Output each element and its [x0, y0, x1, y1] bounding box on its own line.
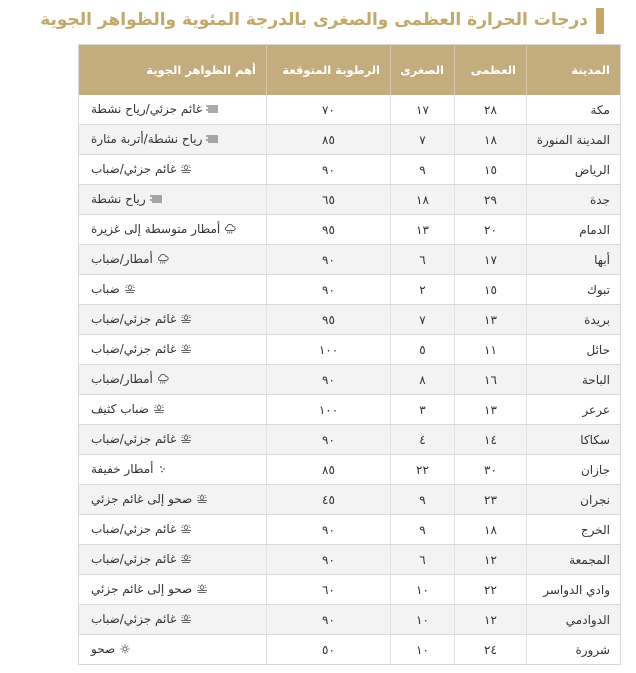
max-temp-cell: ١٦	[455, 365, 527, 395]
humidity-cell: ٩٠	[267, 515, 391, 545]
fog-sun-icon	[123, 284, 137, 294]
phenomena-cell	[79, 215, 267, 245]
wind-icon	[205, 104, 219, 114]
humidity-cell: ٦٥	[267, 185, 391, 215]
fog-sun-icon	[179, 434, 193, 444]
fog-sun-icon	[179, 344, 193, 354]
min-temp-cell: ٢٢	[391, 455, 455, 485]
fog-sun-icon	[179, 164, 193, 174]
phenomena-cell	[79, 575, 267, 605]
phenomena-text: غائم جزئي/ضباب	[91, 522, 177, 536]
min-temp-cell: ١٠	[391, 575, 455, 605]
table-row	[79, 125, 621, 155]
table-row	[79, 575, 621, 605]
fog-sun-icon	[195, 494, 209, 504]
city-cell: المجمعة	[527, 545, 621, 575]
phenomena-cell	[79, 125, 267, 155]
header-humidity: الرطوبة المتوقعة	[267, 45, 391, 96]
city-cell: الدوادمي	[527, 605, 621, 635]
table-row	[79, 305, 621, 335]
phenomena-text: غائم جزئي/ضباب	[91, 342, 177, 356]
city-cell: الرياض	[527, 155, 621, 185]
table-row	[79, 605, 621, 635]
phenomena-text: غائم جزئي/ضباب	[91, 162, 177, 176]
page-header	[24, 8, 604, 34]
phenomena-text: أمطار/ضباب	[91, 252, 153, 266]
max-temp-cell: ١٢	[455, 605, 527, 635]
phenomena-text: صحو	[91, 642, 116, 656]
city-cell: الباحة	[527, 365, 621, 395]
phenomena-cell	[79, 275, 267, 305]
humidity-cell: ٩٥	[267, 215, 391, 245]
city-cell: عرعر	[527, 395, 621, 425]
humidity-cell: ٤٥	[267, 485, 391, 515]
max-temp-cell: ١٥	[455, 155, 527, 185]
fog-sun-icon	[179, 314, 193, 324]
humidity-cell: ٩٠	[267, 425, 391, 455]
city-cell: وادي الدواسر	[527, 575, 621, 605]
max-temp-cell: ٢٢	[455, 575, 527, 605]
phenomena-cell	[79, 485, 267, 515]
humidity-cell: ٩٥	[267, 305, 391, 335]
max-temp-cell: ١٨	[455, 515, 527, 545]
phenomena-cell	[79, 455, 267, 485]
city-cell: تبوك	[527, 275, 621, 305]
min-temp-cell: ١٧	[391, 95, 455, 125]
table-row	[79, 455, 621, 485]
table-row	[79, 185, 621, 215]
humidity-cell: ٧٠	[267, 95, 391, 125]
fog-sun-icon	[179, 614, 193, 624]
city-cell: جدة	[527, 185, 621, 215]
min-temp-cell: ٨	[391, 365, 455, 395]
header-phenomena: أهم الظواهر الجوية	[79, 45, 267, 96]
phenomena-cell	[79, 365, 267, 395]
city-cell: الدمام	[527, 215, 621, 245]
phenomena-text: ضباب	[91, 282, 120, 296]
table-row	[79, 155, 621, 185]
title-accent-bar	[596, 8, 604, 34]
humidity-cell: ٩٠	[267, 155, 391, 185]
city-cell: شرورة	[527, 635, 621, 665]
city-cell: حائل	[527, 335, 621, 365]
phenomena-text: أمطار خفيفة	[91, 462, 154, 476]
wind-icon	[205, 134, 219, 144]
phenomena-cell	[79, 335, 267, 365]
max-temp-cell: ١١	[455, 335, 527, 365]
phenomena-cell	[79, 305, 267, 335]
table-row	[79, 515, 621, 545]
table-row	[79, 545, 621, 575]
min-temp-cell: ٦	[391, 245, 455, 275]
rain-cloud-icon	[223, 224, 237, 234]
city-cell: سكاكا	[527, 425, 621, 455]
city-cell: نجران	[527, 485, 621, 515]
humidity-cell: ٥٠	[267, 635, 391, 665]
humidity-cell: ٩٠	[267, 365, 391, 395]
table-body	[79, 95, 621, 665]
phenomena-cell	[79, 155, 267, 185]
fog-sun-icon	[195, 584, 209, 594]
humidity-cell: ٩٠	[267, 545, 391, 575]
phenomena-text: غائم جزئي/رياح نشطة	[91, 102, 203, 116]
max-temp-cell: ١٥	[455, 275, 527, 305]
city-cell: المدينة المنورة	[527, 125, 621, 155]
max-temp-cell: ٢٠	[455, 215, 527, 245]
max-temp-cell: ١٣	[455, 395, 527, 425]
table-row	[79, 365, 621, 395]
city-cell: الخرج	[527, 515, 621, 545]
wind-icon	[149, 194, 163, 204]
min-temp-cell: ٩	[391, 515, 455, 545]
sun-icon	[118, 644, 132, 654]
table-row	[79, 245, 621, 275]
table-row	[79, 335, 621, 365]
table-header-row	[79, 45, 621, 96]
page-title: درجات الحرارة العظمى والصغرى بالدرجة المئوية والظواهر الجوية	[40, 10, 588, 30]
phenomena-text: أمطار متوسطة إلى غزيرة	[91, 222, 221, 236]
phenomena-cell	[79, 185, 267, 215]
rain-cloud-icon	[156, 254, 170, 264]
humidity-cell: ١٠٠	[267, 395, 391, 425]
phenomena-cell	[79, 545, 267, 575]
city-cell: مكة	[527, 95, 621, 125]
min-temp-cell: ٧	[391, 125, 455, 155]
humidity-cell: ٩٠	[267, 605, 391, 635]
phenomena-text: رياح نشطة	[91, 192, 146, 206]
min-temp-cell: ١٨	[391, 185, 455, 215]
table-row	[79, 635, 621, 665]
table-row	[79, 425, 621, 455]
city-cell: بريدة	[527, 305, 621, 335]
min-temp-cell: ١٠	[391, 635, 455, 665]
min-temp-cell: ٥	[391, 335, 455, 365]
city-cell: جازان	[527, 455, 621, 485]
header-min: الصغرى	[391, 45, 455, 96]
humidity-cell: ٨٥	[267, 125, 391, 155]
phenomena-cell	[79, 395, 267, 425]
phenomena-text: غائم جزئي/ضباب	[91, 612, 177, 626]
min-temp-cell: ٤	[391, 425, 455, 455]
phenomena-text: رياح نشطة/أتربة مثارة	[91, 132, 203, 146]
min-temp-cell: ١٠	[391, 605, 455, 635]
fog-sun-icon	[152, 404, 166, 414]
phenomena-text: أمطار/ضباب	[91, 372, 153, 386]
phenomena-cell	[79, 95, 267, 125]
phenomena-text: غائم جزئي/ضباب	[91, 552, 177, 566]
table-row	[79, 485, 621, 515]
header-city: المدينة	[527, 45, 621, 96]
min-temp-cell: ٧	[391, 305, 455, 335]
table-row	[79, 95, 621, 125]
max-temp-cell: ١٢	[455, 545, 527, 575]
header-max: العظمى	[455, 45, 527, 96]
max-temp-cell: ٢٩	[455, 185, 527, 215]
max-temp-cell: ١٣	[455, 305, 527, 335]
min-temp-cell: ٣	[391, 395, 455, 425]
fog-sun-icon	[179, 554, 193, 564]
max-temp-cell: ٣٠	[455, 455, 527, 485]
rain-cloud-icon	[156, 374, 170, 384]
table-row	[79, 215, 621, 245]
phenomena-cell	[79, 635, 267, 665]
min-temp-cell: ٢	[391, 275, 455, 305]
light-rain-icon	[156, 464, 170, 474]
min-temp-cell: ٩	[391, 155, 455, 185]
max-temp-cell: ١٧	[455, 245, 527, 275]
table-row	[79, 275, 621, 305]
city-cell: أبها	[527, 245, 621, 275]
phenomena-cell	[79, 245, 267, 275]
phenomena-text: غائم جزئي/ضباب	[91, 432, 177, 446]
min-temp-cell: ١٣	[391, 215, 455, 245]
humidity-cell: ١٠٠	[267, 335, 391, 365]
phenomena-cell	[79, 515, 267, 545]
max-temp-cell: ١٨	[455, 125, 527, 155]
weather-table	[78, 44, 621, 665]
max-temp-cell: ٢٤	[455, 635, 527, 665]
phenomena-text: صحو إلى غائم جزئي	[91, 582, 193, 596]
humidity-cell: ٨٥	[267, 455, 391, 485]
max-temp-cell: ٢٣	[455, 485, 527, 515]
humidity-cell: ٦٠	[267, 575, 391, 605]
phenomena-text: غائم جزئي/ضباب	[91, 312, 177, 326]
fog-sun-icon	[179, 524, 193, 534]
phenomena-text: صحو إلى غائم جزئي	[91, 492, 193, 506]
humidity-cell: ٩٠	[267, 245, 391, 275]
humidity-cell: ٩٠	[267, 275, 391, 305]
min-temp-cell: ٦	[391, 545, 455, 575]
phenomena-cell	[79, 425, 267, 455]
phenomena-cell	[79, 605, 267, 635]
table-row	[79, 395, 621, 425]
phenomena-text: ضباب كثيف	[91, 402, 149, 416]
min-temp-cell: ٩	[391, 485, 455, 515]
max-temp-cell: ١٤	[455, 425, 527, 455]
max-temp-cell: ٢٨	[455, 95, 527, 125]
